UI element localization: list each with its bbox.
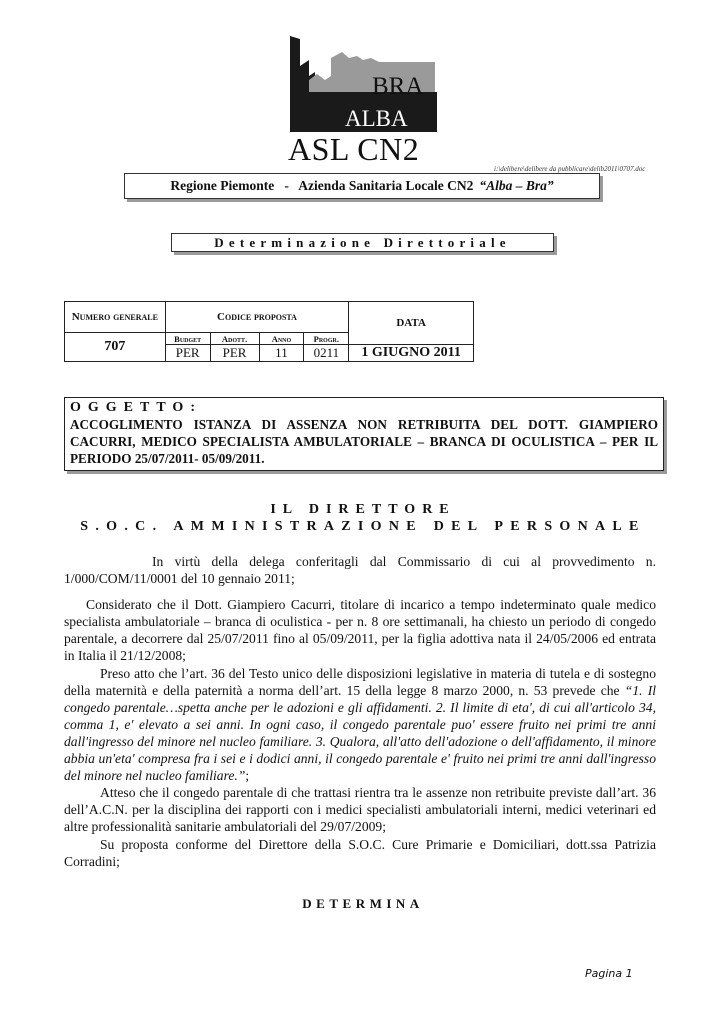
- determina-heading: DETERMINA: [302, 896, 424, 911]
- region-header-box: [124, 173, 600, 199]
- preso-atto-quote: “1. Il congedo parentale…spetta anche per le adozioni e gli affidamenti. 2. Il limite di eta', di cui all'articolo 34, comma 1, e' elevato a sei anni. In ogni caso, il congedo parentale puo' essere fruito nei primi tre anni dall'ingresso del minore nel nucleo familiare. 3. Qualora, all'atto dell'adozione o dell'affidamento, il minore abbia un'eta' compresa fra i sei e i dodici anni, il congedo parentale e' fruito nei primi tre anni dall'ingresso del minore nel nucleo familiare.”: [64, 682, 656, 784]
- file-path: i:\delibere\delibere da pubblicare\delib2011\0707.doc: [494, 165, 646, 173]
- document-type-box: [171, 233, 554, 252]
- document-type: Determinazione Direttoriale: [214, 234, 511, 250]
- paragraph-considerato: Considerato che il Dott. Giampiero Cacurri, titolare di incarico a tempo indeterminato quale medico specialista ambulatoriale – branca di oculistica - per n. 8 ore settimanali, ha chiesto un periodo di congedo parentale, a decorrere dal 25/07/2011 fino al 05/09/2011, per la figlia adottiva nata il 24/05/2006 ed entrata in Italia il 21/12/2008;: [64, 597, 656, 664]
- budget-header: Budget: [165, 333, 210, 345]
- logo-alba-text: ALBA: [345, 106, 408, 131]
- preso-atto-intro: Preso atto che l’art. 36 del Testo unico delle disposizioni legislative in materia di tutela e di sostegno della maternità e della paternità a norma dell’art. 15 della legge 8 marzo 2000, n. 53 prevede che: [64, 665, 656, 698]
- page-number: Pagina 1: [585, 967, 633, 980]
- numero-generale-value: 707: [65, 333, 166, 362]
- budget-value: PER: [165, 345, 210, 362]
- anno-value: 11: [259, 345, 304, 362]
- adott-value: PER: [210, 345, 259, 362]
- progr-value: 0211: [304, 345, 349, 362]
- oggetto-label: OGGETTO:: [70, 400, 202, 415]
- logo-asl-text: ASL CN2: [288, 131, 420, 167]
- director-title: IL DIRETTORE: [270, 502, 456, 517]
- codice-proposta-header: Codice proposta: [165, 302, 349, 333]
- region-quote: “Alba – Bra”: [479, 178, 554, 193]
- preso-atto-end: ;: [245, 768, 250, 784]
- progr-header: Progr.: [304, 333, 349, 345]
- document-body: [64, 553, 656, 870]
- meta-table: [64, 301, 474, 362]
- data-value: 1 GIUGNO 2011: [349, 345, 474, 362]
- oggetto-text: ACCOGLIMENTO ISTANZA DI ASSENZA NON RETRIBUITA DEL DOTT. GIAMPIERO CACURRI, MEDICO SPECIALISTA AMBULATORIALE – BRANCA DI OCULISTICA – PER IL PERIODO 25/07/2011- 05/09/2011.: [70, 417, 658, 466]
- region-name: Regione Piemonte - Azienda Sanitaria Locale CN2: [170, 178, 474, 193]
- numero-generale-header: Numero generale: [65, 302, 166, 333]
- paragraph-delega: In virtù della delega conferitagli dal Commissario di cui al provvedimento n. 1/000/COM/11/0001 del 10 gennaio 2011;: [64, 554, 656, 587]
- paragraph-atteso: Atteso che il congedo parentale di che trattasi rientra tra le assenze non retribuite previste dall’art. 36 dell’A.C.N. per la disciplina dei rapporti con i medici specialisti ambulatoriali interni, medici veterinari ed altre professionalità sanitarie ambulatoriali del 29/07/2009;: [64, 785, 656, 835]
- data-header: DATA: [349, 302, 474, 345]
- adott-header: Adott.: [210, 333, 259, 345]
- paragraph-preso-atto: [64, 665, 656, 785]
- anno-header: Anno: [259, 333, 304, 345]
- logo-bra-text: BRA: [372, 73, 424, 100]
- oggetto-box: [64, 397, 664, 471]
- paragraph-proposta: Su proposta conforme del Direttore della S.O.C. Cure Primarie e Domiciliari, dott.ssa Patrizia Corradini;: [64, 836, 656, 869]
- director-department: S.O.C. AMMINISTRAZIONE DEL PERSONALE: [80, 519, 646, 534]
